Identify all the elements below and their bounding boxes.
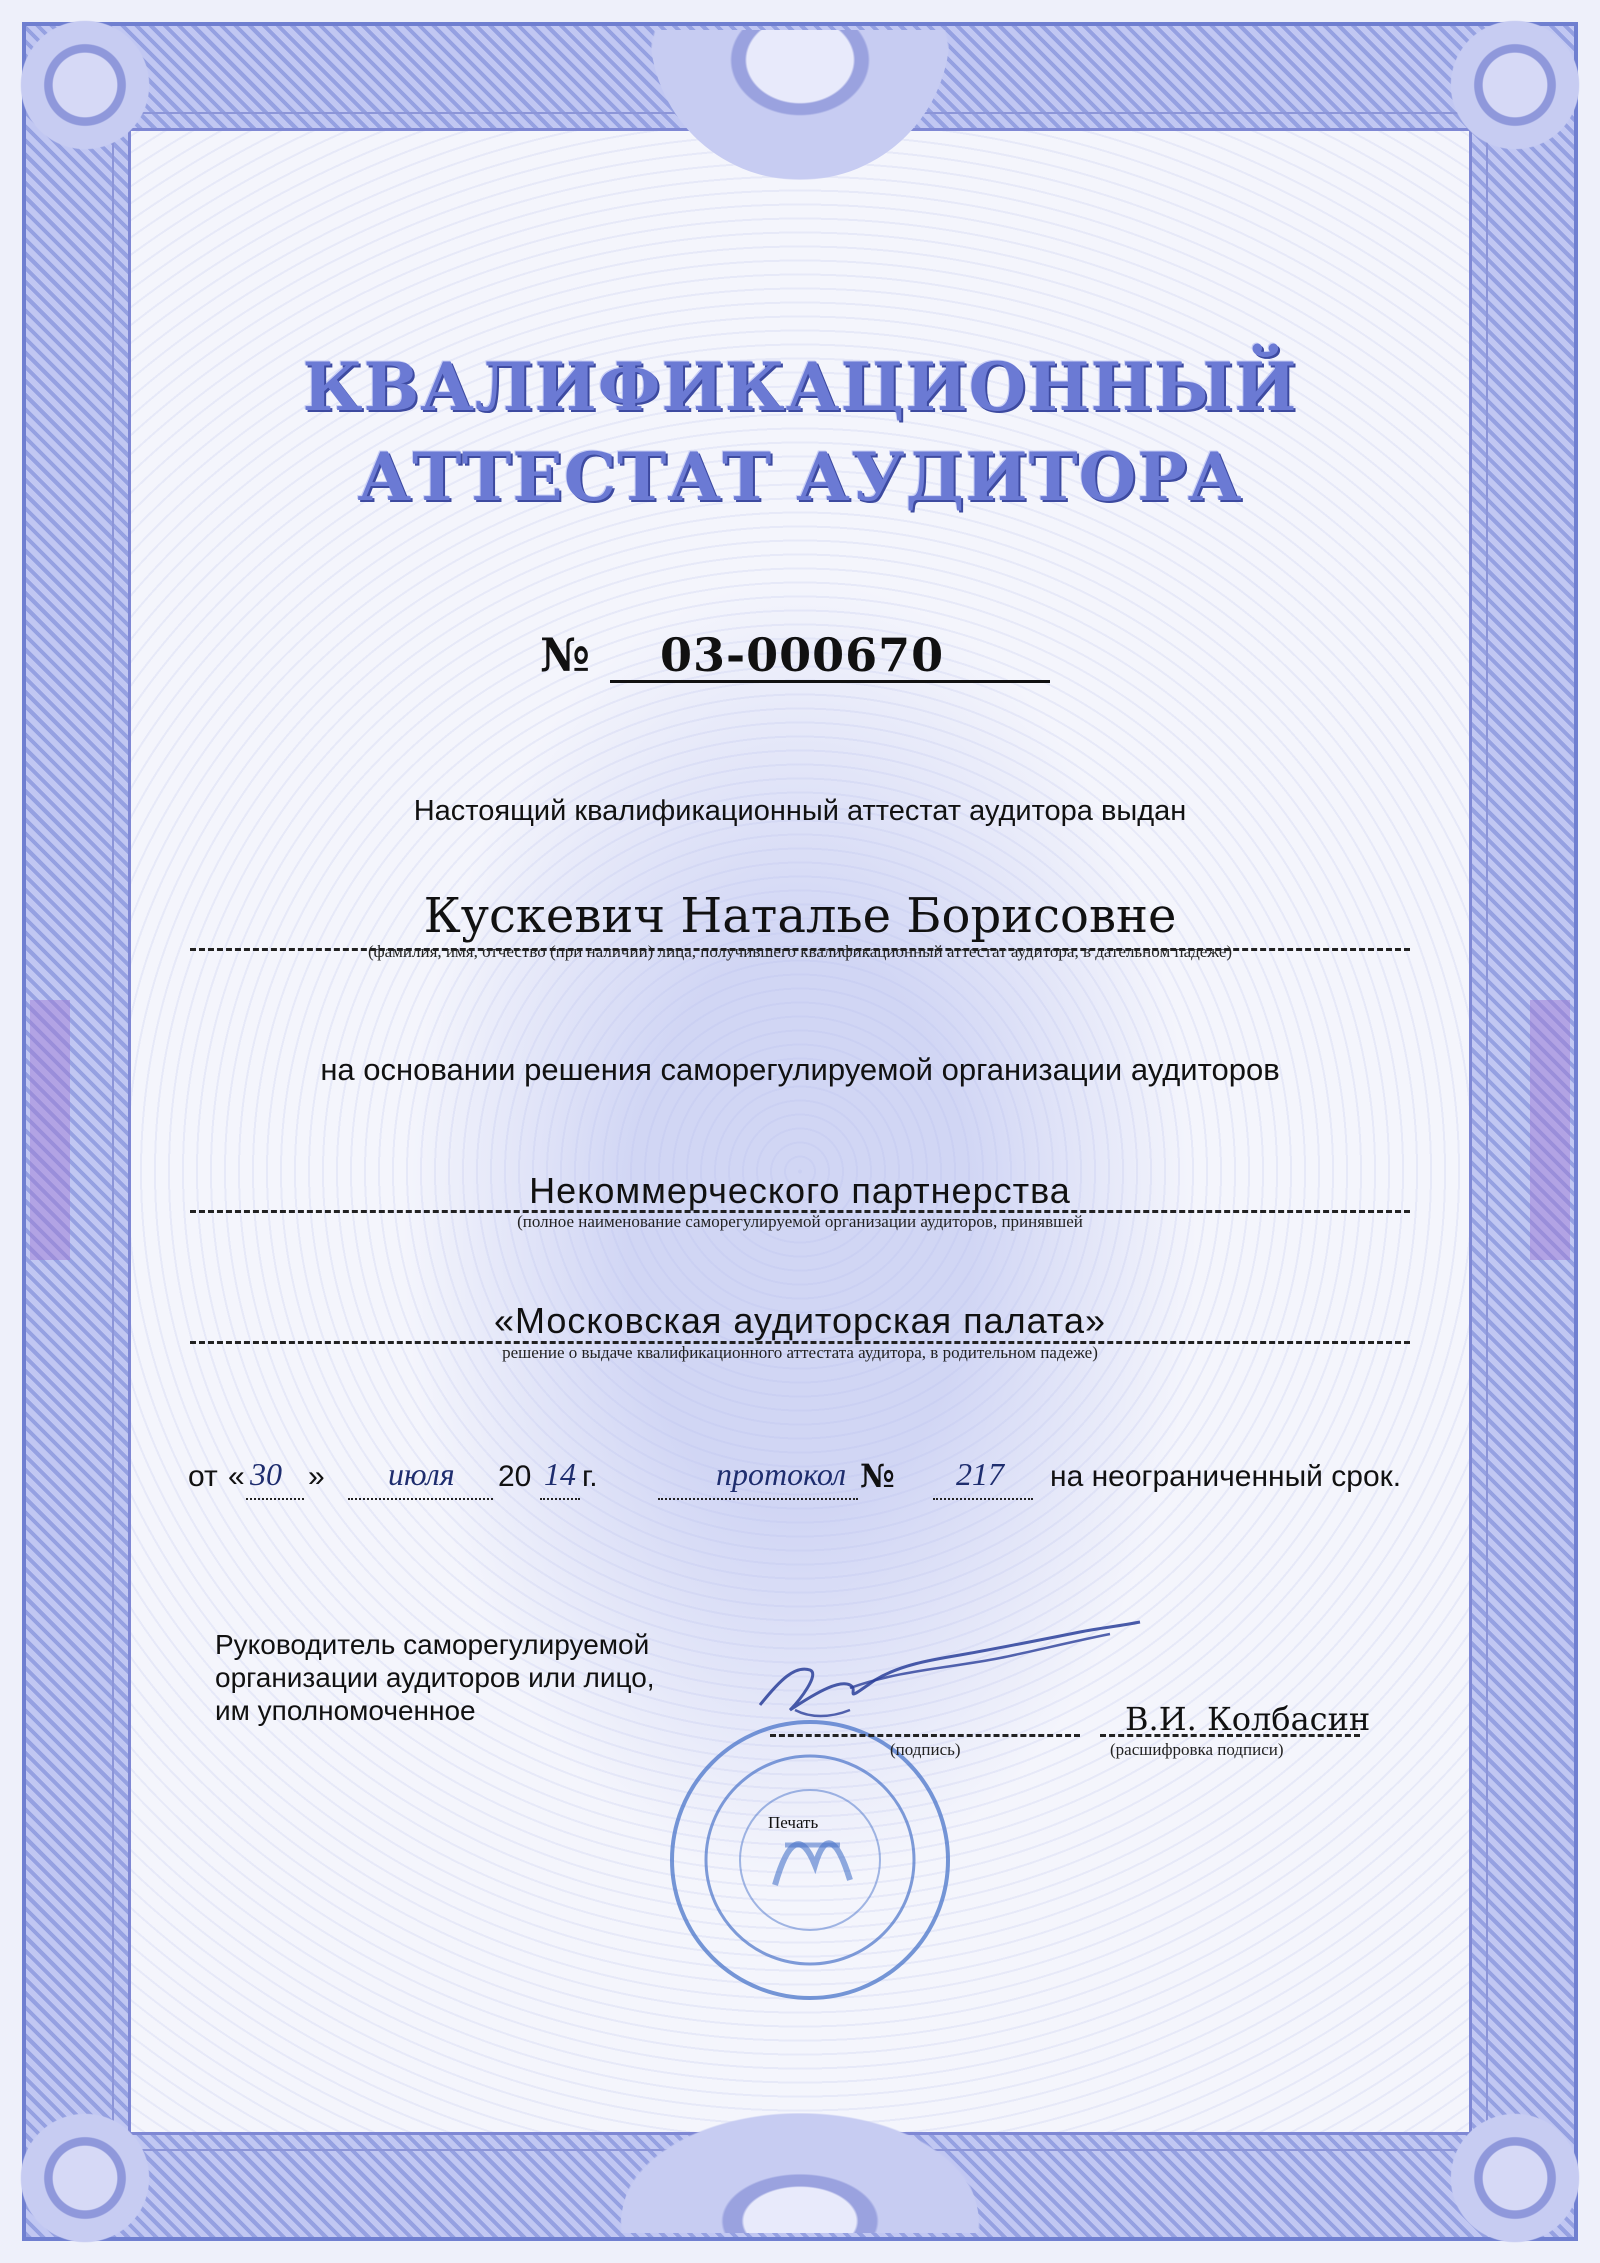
signature-block: [740, 1700, 1400, 1780]
recipient-caption: (фамилия, имя, отчество (при наличии) лица, получившего квалификационный аттестат аудитора, в дательном падеже): [367, 942, 1233, 961]
day-underline: [246, 1498, 304, 1500]
corner-ornament-top-left: [10, 10, 160, 160]
certificate-title-line1: КВАЛИФИКАЦИОННЫЙ: [302, 348, 1298, 426]
year-underline: [540, 1498, 580, 1500]
head-label-line3: им уполномоченное: [215, 1695, 476, 1726]
date-prefix: от: [188, 1460, 218, 1493]
head-of-organization-label: [215, 1628, 775, 1727]
seal-label: Печать: [768, 1813, 819, 1832]
corner-ornament-bottom-left: [10, 2103, 160, 2253]
validity-text: на неограниченный срок.: [1050, 1460, 1402, 1493]
certificate-number-row: [540, 628, 1060, 698]
protocol-number-underline: [933, 1498, 1033, 1500]
decision-month: июля: [388, 1456, 455, 1492]
decision-day: 30: [250, 1456, 282, 1492]
signature-caption: (подпись): [890, 1740, 961, 1759]
protocol-underline: [658, 1498, 858, 1500]
issued-statement: Настоящий квалификационный аттестат аудитора выдан: [413, 795, 1187, 827]
basis-statement: на основании решения саморегулируемой организации аудиторов: [320, 1052, 1280, 1087]
signer-name: В.И. Колбасин: [1125, 1700, 1371, 1738]
protocol-number: 217: [956, 1456, 1004, 1492]
year-unit: г.: [582, 1460, 598, 1493]
month-underline: [348, 1498, 493, 1500]
quote-open: «: [228, 1460, 245, 1493]
decision-date-row: [188, 1456, 1428, 1510]
organization-caption-1: (полное наименование саморегулируемой организации аудиторов, принявшей: [517, 1212, 1083, 1231]
signer-name-caption: (расшифровка подписи): [1110, 1740, 1284, 1759]
recipient-name: Кускевич Наталье Борисовне: [423, 888, 1177, 944]
corner-ornament-bottom-right: [1440, 2103, 1590, 2253]
organization-name-line2: «Московская аудиторская палата»: [494, 1300, 1106, 1341]
head-label-line1: Руководитель саморегулируемой: [215, 1629, 650, 1660]
protocol-number-sign: №: [860, 1457, 895, 1495]
organization-name-line1: Некоммерческого партнерства: [529, 1170, 1071, 1211]
signature-line: [770, 1734, 1080, 1737]
year-prefix: 20: [498, 1460, 532, 1493]
certificate-title-line2: АТТЕСТАТ АУДИТОРА: [357, 438, 1243, 516]
protocol-label: протокол: [716, 1456, 847, 1492]
decision-year: 14: [544, 1456, 576, 1492]
organization-caption-2: решение о выдаче квалификационного аттестата аудитора, в родительном падеже): [502, 1343, 1098, 1362]
corner-ornament-top-right: [1440, 10, 1590, 160]
quote-close: »: [308, 1460, 325, 1493]
head-label-line2: организации аудиторов или лицо,: [215, 1662, 655, 1693]
certificate-number: 03-000670: [660, 628, 945, 682]
number-sign: №: [540, 628, 590, 682]
